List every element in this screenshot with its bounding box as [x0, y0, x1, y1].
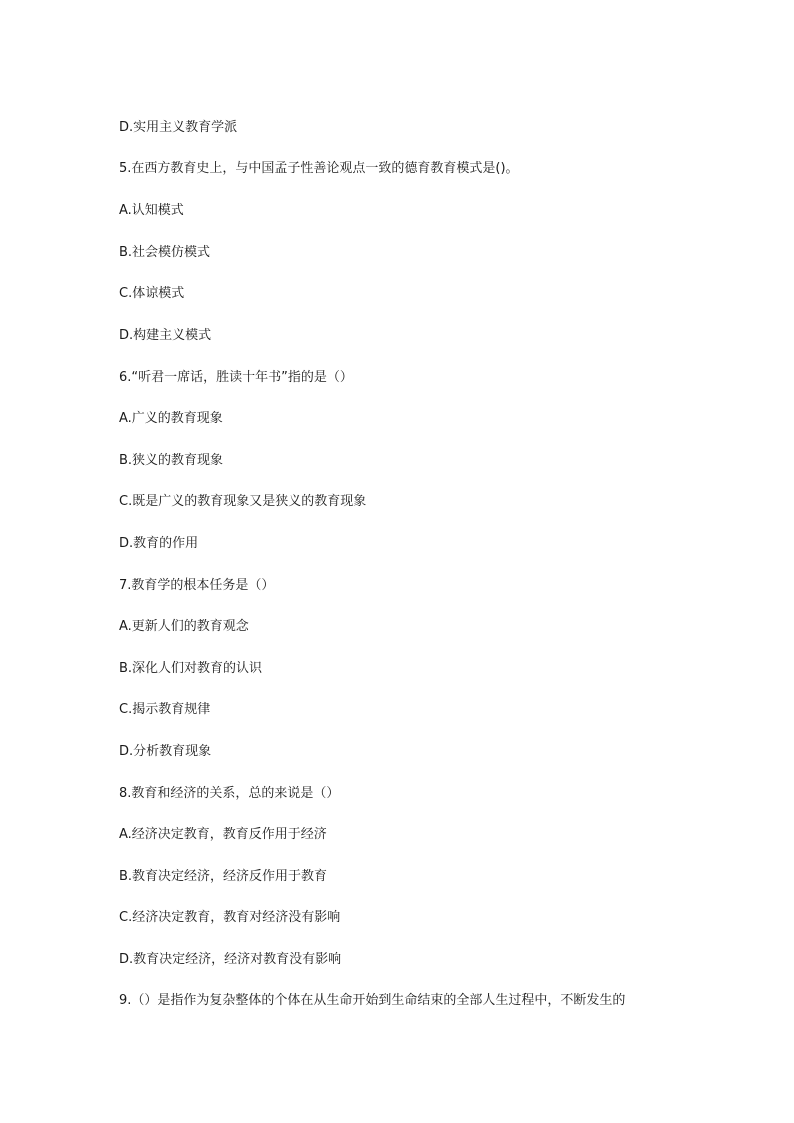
option-d-q5: D.构建主义模式 [119, 328, 212, 343]
option-a-q6: A.广义的教育现象 [119, 411, 223, 426]
option-d-q7: D.分析教育现象 [119, 744, 212, 759]
option-c-q5: C.体谅模式 [119, 286, 185, 301]
option-a-q7: A.更新人们的教育观念 [119, 619, 249, 634]
option-c-q7: C.揭示教育规律 [119, 702, 211, 717]
option-c-q6: C.既是广义的教育现象又是狭义的教育现象 [119, 494, 367, 509]
question-9: 9.（）是指作为复杂整体的个体在从生命开始到生命结束的全部人生过程中，不断发生的 [119, 993, 626, 1008]
option-b-q6: B.狭义的教育现象 [119, 453, 224, 468]
question-8: 8.教育和经济的关系，总的来说是（） [119, 786, 340, 801]
option-d-q6: D.教育的作用 [119, 536, 199, 551]
option-b-q5: B.社会模仿模式 [119, 245, 211, 260]
question-5: 5.在西方教育史上，与中国孟子性善论观点一致的德育教育模式是()。 [119, 161, 519, 176]
option-d-q4: D.实用主义教育学派 [119, 120, 238, 135]
option-b-q8: B.教育决定经济，经济反作用于教育 [119, 869, 328, 884]
option-d-q8: D.教育决定经济，经济对教育没有影响 [119, 952, 342, 967]
option-a-q8: A.经济决定教育，教育反作用于经济 [119, 827, 327, 842]
option-a-q5: A.认知模式 [119, 203, 184, 218]
option-b-q7: B.深化人们对教育的认识 [119, 661, 263, 676]
question-6: 6.“听君一席话，胜读十年书”指的是（） [119, 370, 353, 385]
question-7: 7.教育学的根本任务是（） [119, 578, 275, 593]
option-c-q8: C.经济决定教育，教育对经济没有影响 [119, 910, 341, 925]
